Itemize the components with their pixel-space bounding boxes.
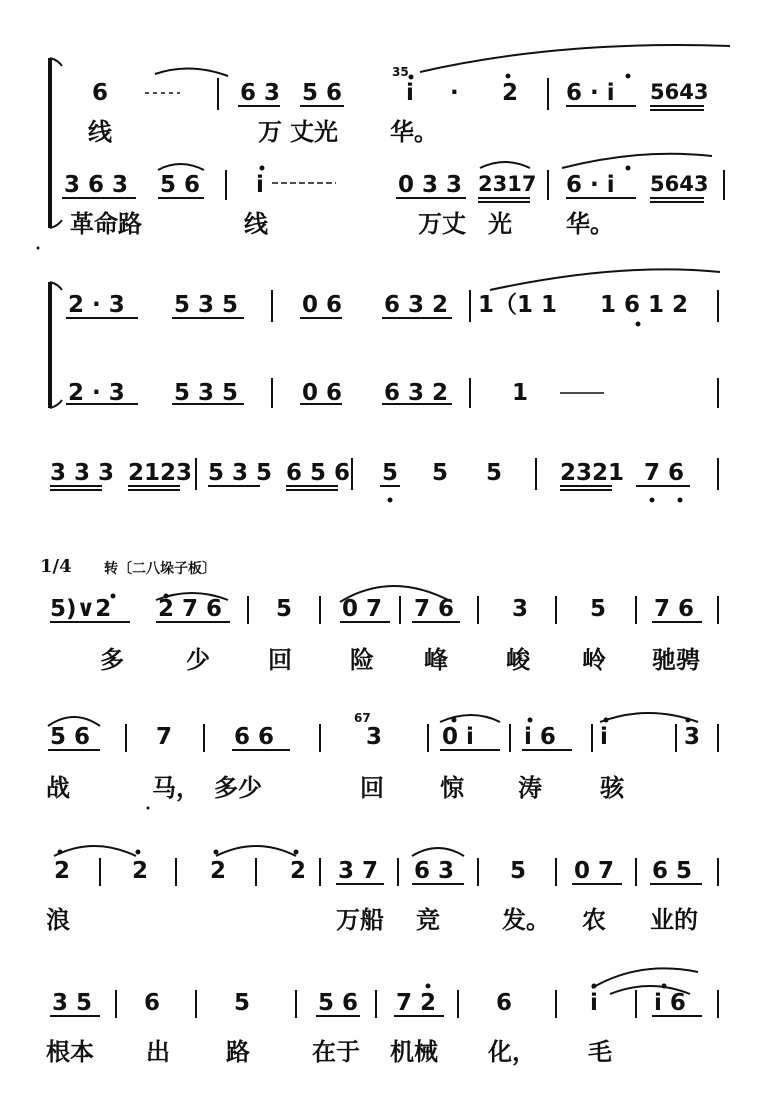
note: 6 3 — [414, 858, 455, 884]
note: 6 — [144, 990, 161, 1016]
note: 6 3 — [240, 80, 281, 106]
note: 5 — [432, 460, 449, 486]
lyric: 回 — [268, 646, 292, 674]
note: 7 6 — [414, 596, 455, 622]
note: 5 3 5 — [208, 460, 273, 486]
lyric: 峻 — [506, 646, 530, 674]
note: 6 · i — [566, 172, 615, 198]
lyric: 化， — [488, 1038, 536, 1066]
note: 7 6 — [654, 596, 695, 622]
lyric: 华。 — [390, 118, 438, 146]
note: 0 7 — [574, 858, 615, 884]
note: 5 — [486, 460, 503, 486]
note: 2 · 3 — [68, 292, 125, 318]
note: i — [256, 172, 264, 198]
lyric: 险 — [350, 646, 374, 674]
lyric: 回 — [360, 774, 384, 802]
lyric: 出 — [146, 1038, 170, 1066]
lyric: 线 — [88, 118, 112, 146]
lyric: 机械 — [390, 1038, 438, 1066]
note: · — [450, 80, 459, 106]
lyric: 万丈 — [418, 210, 466, 238]
note: 3 6 3 — [64, 172, 129, 198]
note: 1 6 1 2 — [600, 292, 689, 318]
note: 5 6 — [302, 80, 343, 106]
note: i — [590, 990, 598, 1016]
note: 5 3 5 — [174, 380, 239, 406]
note: 2 — [54, 858, 71, 884]
note: i — [406, 80, 414, 106]
note: 7 — [156, 724, 173, 750]
note: 2 · 3 — [68, 380, 125, 406]
lyric: 岭 — [582, 646, 606, 674]
note: 0 6 — [302, 292, 343, 318]
note: 3 — [512, 596, 529, 622]
note: 7 6 — [644, 460, 685, 486]
lyric: 竞 — [416, 906, 440, 934]
note: 5 — [382, 460, 399, 486]
note: 0 3 3 — [398, 172, 463, 198]
note: 1 — [478, 292, 495, 318]
note: 3 3 3 — [50, 460, 115, 486]
note: 3 7 — [338, 858, 379, 884]
note: 5643 — [650, 172, 709, 196]
note: 5 6 — [50, 724, 91, 750]
note: 5 — [276, 596, 293, 622]
lyric: 农 — [582, 906, 606, 934]
note: 7 2 — [396, 990, 437, 1016]
note: 2 7 6 — [158, 596, 223, 622]
note: 2317 — [478, 172, 537, 196]
lyric: 浪 — [46, 906, 70, 934]
note: 2 — [290, 858, 307, 884]
lyric: 光 — [488, 210, 512, 238]
lyric: 战 — [46, 774, 70, 802]
note: 2 — [132, 858, 149, 884]
note: 2123 — [128, 460, 193, 486]
tempo-marking: 转〔二八垛子板〕 — [104, 561, 216, 577]
lyric: 多 — [100, 646, 124, 674]
note: i 6 — [654, 990, 686, 1016]
note: 5643 — [650, 80, 709, 104]
lyric: 毛 — [588, 1038, 612, 1066]
note: 5)∨2 — [50, 596, 112, 622]
lyric: 马， — [152, 774, 200, 802]
note: 3 — [684, 724, 701, 750]
note: 2321 — [560, 460, 625, 486]
lyric: 革命路 — [70, 210, 142, 238]
lyric: 驰骋 — [652, 646, 700, 674]
lyric: 骇 — [600, 774, 624, 802]
note: 5 — [234, 990, 251, 1016]
note: 1 — [512, 380, 529, 406]
note: （1 1 — [494, 292, 558, 318]
note: 5 3 5 — [174, 292, 239, 318]
lyric: 业的 — [650, 906, 698, 934]
note: 5 6 — [318, 990, 359, 1016]
lyric: 线 — [244, 210, 268, 238]
note: 6 5 — [652, 858, 693, 884]
lyric: 多少 — [214, 774, 262, 802]
note: 6 · i — [566, 80, 615, 106]
note: 3 5 — [52, 990, 93, 1016]
lyric: 万船 — [336, 906, 384, 934]
note: 6 5 6 — [286, 460, 351, 486]
grace-note: 35 — [392, 65, 409, 79]
lyric: 根本 — [46, 1038, 94, 1066]
note: 6 — [92, 80, 109, 106]
lyric: 峰 — [424, 646, 448, 674]
note: 0 6 — [302, 380, 343, 406]
lyric: 在于 — [312, 1038, 360, 1066]
grace-note: 67 — [354, 711, 371, 725]
lyric: 少 — [186, 646, 210, 674]
lyric: 华。 — [566, 210, 614, 238]
note: 0 7 — [342, 596, 383, 622]
time-signature: 1/4 — [40, 556, 72, 577]
note: 6 3 2 — [384, 292, 449, 318]
note: 0 i — [442, 724, 474, 750]
note: 5 — [590, 596, 607, 622]
note: 5 6 — [160, 172, 201, 198]
note: 6 6 — [234, 724, 275, 750]
lyric: 惊 — [440, 774, 464, 802]
note: 2 — [502, 80, 519, 106]
note: i — [600, 724, 608, 750]
lyric: 发。 — [502, 906, 550, 934]
note: 2 — [210, 858, 227, 884]
lyric: 路 — [226, 1038, 250, 1066]
lyric: 丈光 — [290, 118, 338, 146]
note: 6 3 2 — [384, 380, 449, 406]
lyric: 涛 — [518, 774, 542, 802]
note: 3 — [366, 724, 383, 750]
note: i 6 — [524, 724, 556, 750]
lyric: 万 — [258, 118, 282, 146]
note: 5 — [510, 858, 527, 884]
note: 6 — [496, 990, 513, 1016]
